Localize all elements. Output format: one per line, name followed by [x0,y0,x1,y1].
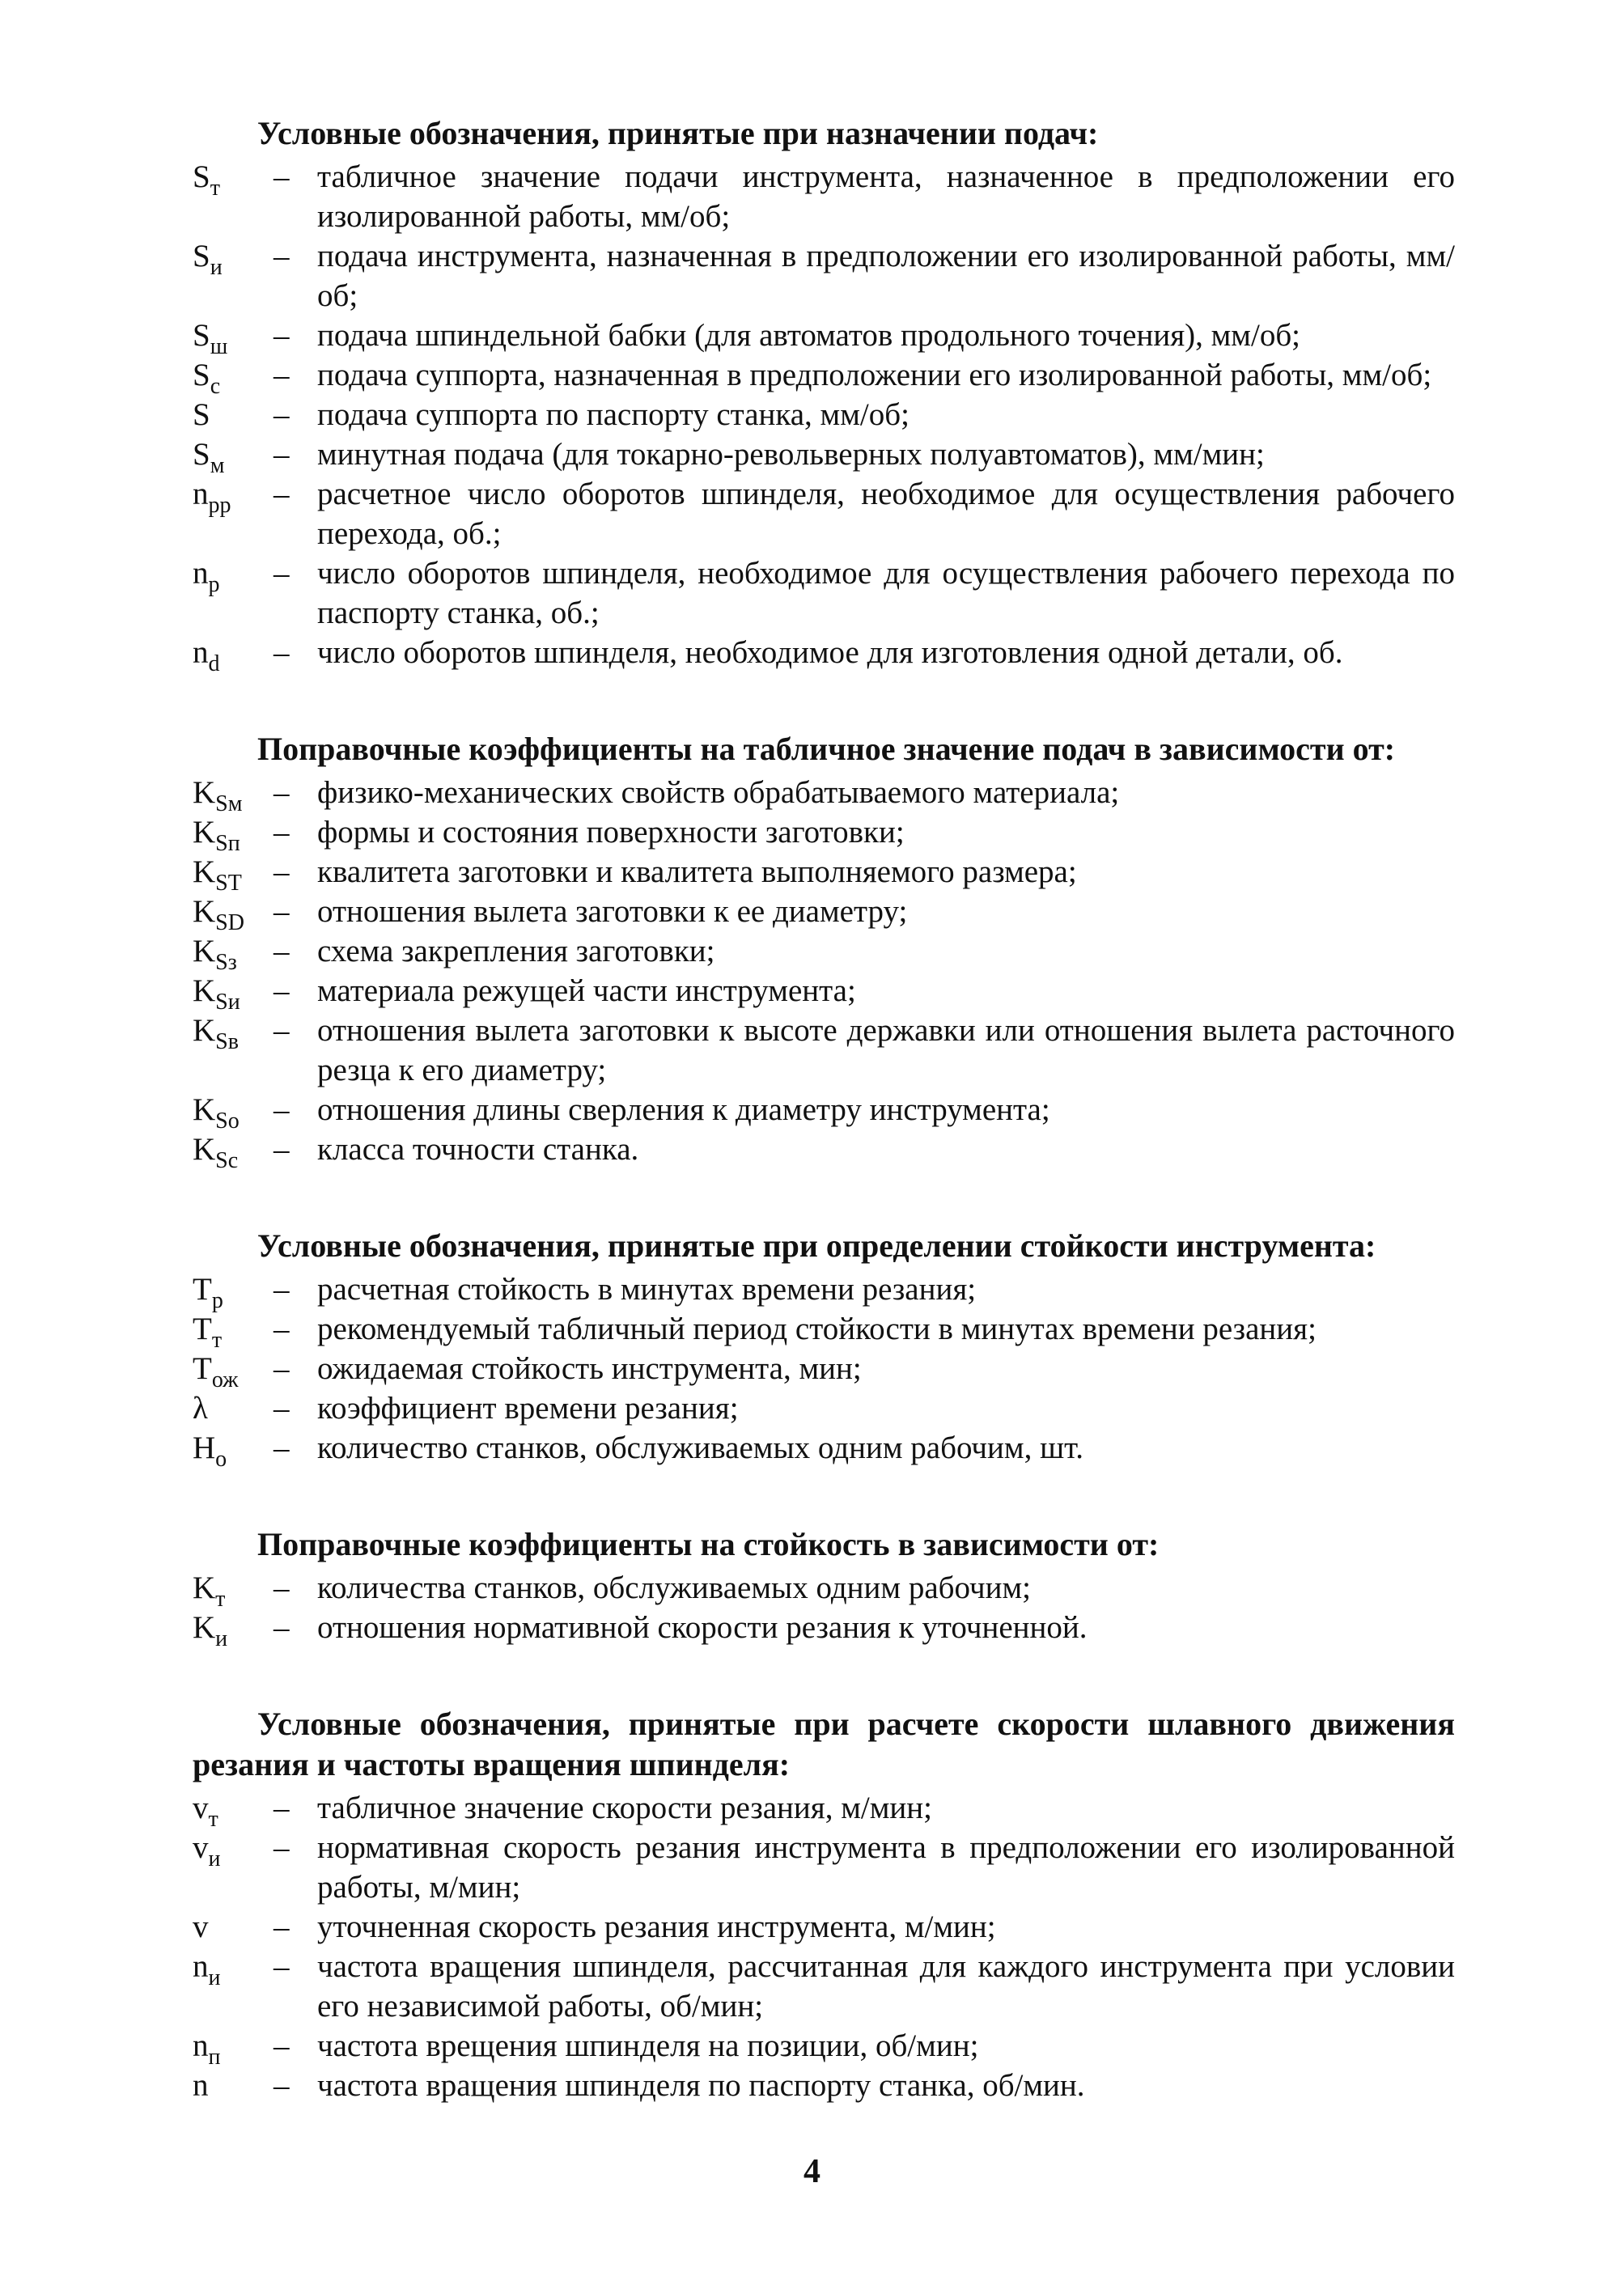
definition-text: коэффициент времени резания; [317,1391,739,1426]
symbol-letter: K [193,934,216,968]
symbol [193,1568,273,1612]
definition-text: подача шпиндельной бабки (для автоматов продольного точения), мм/об; [317,318,1300,353]
symbol [193,1130,273,1173]
dash: – [273,1949,290,1984]
definition-text: табличное значение подачи инструмента, назначенное в предположении его изолированной работы, мм/об; [317,159,1455,234]
dash: – [273,894,290,929]
definition-item [193,892,1455,935]
definition-item [193,395,1455,434]
symbol [193,852,273,896]
definition-text: подача суппорта, назначенная в предположении его изолированной работы, мм/об; [317,358,1432,392]
symbol-letter: K [193,973,216,1008]
dash: – [273,635,290,670]
definition-text: ожидаемая стойкость инструмента, мин; [317,1351,862,1386]
definition-text: класса точности станка. [317,1132,639,1167]
symbol [193,236,273,316]
dash: – [273,2068,290,2103]
section [193,1226,1455,1472]
symbol-letter: K [193,1092,216,1127]
symbol [193,316,273,359]
dash: – [273,318,290,353]
symbol-subscript: Sз [215,950,237,975]
definition-item [193,1428,1455,1472]
definition-item [193,1309,1455,1353]
definition-item [193,316,1455,359]
definition-item [193,931,1455,975]
definition-text: квалитета заготовки и квалитета выполняемого размера; [317,854,1077,889]
definition-text: подача суппорта по паспорту станка, мм/об; [317,397,910,432]
symbol-letter: n [193,477,209,511]
symbol-subscript: о [215,1447,227,1472]
dash: – [273,556,290,591]
symbol-letter: H [193,1430,216,1465]
definition-item [193,2026,1455,2070]
symbol-subscript: So [215,1108,240,1134]
symbol [193,1011,273,1090]
definition-text: материала режущей части инструмента; [317,973,856,1008]
definition-text: подача инструмента, назначенная в предположении его изолированной работы, мм/об; [317,239,1455,313]
definition-item [193,1828,1455,1907]
symbol [193,2066,273,2105]
symbol [193,474,273,553]
section-heading: Условные обозначения, принятые при определении стойкости инструмента: [257,1227,1376,1264]
section-heading: Условные обозначения, принятые при расчете скорости шлавного движения резания и частоты вращения шпинделя: [193,1706,1455,1782]
symbol-letter: λ [193,1391,208,1426]
definition-text: отношения вылета заготовки к ее диаметру; [317,894,908,929]
section-heading: Поправочные коэффициенты на стойкость в зависимости от: [257,1526,1160,1562]
definition-text: отношения вылета заготовки к высоте державки или отношения вылета расточного резца к его диаметру; [317,1013,1455,1087]
definition-item [193,1090,1455,1134]
definition-text: расчетная стойкость в минутах времени резания; [317,1272,977,1307]
dash: – [273,1013,290,1048]
symbol-subscript: d [208,651,220,676]
dash: – [273,1830,290,1865]
definition-item [193,1907,1455,1947]
definition-item [193,236,1455,316]
symbol-subscript: с [210,374,221,399]
definition-item [193,773,1455,816]
symbol-subscript: м [210,453,225,478]
symbol-letter: n [193,2028,209,2063]
symbol-subscript: п [208,2045,221,2070]
definition-item [193,1608,1455,1651]
dash: – [273,1909,290,1944]
definition-item [193,1947,1455,2026]
symbol-letter: K [193,854,216,889]
symbol-letter: T [193,1351,212,1386]
dash: – [273,2028,290,2063]
definition-text: количества станков, обслуживаемых одним рабочим; [317,1570,1031,1605]
dash: – [273,775,290,810]
dash: – [273,358,290,392]
symbol-letter: S [193,358,210,392]
symbol-subscript: т [210,176,220,201]
definition-item [193,355,1455,399]
symbol-letter: K [193,1013,216,1048]
section-heading: Условные обозначения, принятые при назначении подач: [257,115,1099,151]
definition-text: физико-механических свойств обрабатываемого материала; [317,775,1120,810]
dash: – [273,239,290,273]
symbol-subscript: т [215,1587,226,1612]
definition-item [193,1011,1455,1090]
dash: – [273,159,290,194]
section [193,729,1455,1173]
dash: – [273,1092,290,1127]
definition-item [193,434,1455,478]
definition-item [193,553,1455,633]
symbol-subscript: Sи [215,990,240,1015]
definition-item [193,1349,1455,1392]
definition-item [193,971,1455,1015]
definition-text: число оборотов шпинделя, необходимое для осуществления рабочего перехода по паспорту станка, об.; [317,556,1455,630]
definition-item [193,633,1455,676]
definition-item [193,2066,1455,2105]
symbol [193,1608,273,1651]
symbol-subscript: и [208,1965,221,1990]
symbol-subscript: Sп [215,831,240,856]
definition-item [193,474,1455,553]
symbol-subscript: SD [215,910,244,935]
symbol-letter: S [193,239,210,273]
symbol [193,434,273,478]
definition-text: частота врещения шпинделя на позиции, об/мин; [317,2028,979,2063]
symbol-letter: v [193,1909,209,1944]
definition-text: табличное значение скорости резания, м/мин; [317,1791,932,1825]
definition-item [193,812,1455,856]
dash: – [273,437,290,472]
symbol-letter: S [193,318,210,353]
section [193,1704,1455,2105]
definition-item [193,1568,1455,1612]
symbol-subscript: и [210,255,223,280]
symbol-letter: K [193,1132,216,1167]
definition-text: число оборотов шпинделя, необходимое для изготовления одной детали, об. [317,635,1343,670]
symbol [193,1309,273,1353]
definition-text: рекомендуемый табличный период стойкости в минутах времени резания; [317,1312,1317,1346]
section [193,1524,1455,1651]
symbol-subscript: Sc [215,1148,239,1173]
symbol [193,553,273,633]
dash: – [273,973,290,1008]
symbol-letter: n [193,1949,209,1984]
symbol-subscript: т [208,1807,218,1832]
symbol [193,1828,273,1907]
symbol [193,931,273,975]
symbol [193,1947,273,2026]
symbol-subscript: Sм [215,791,243,816]
dash: – [273,1132,290,1167]
symbol-letter: n [193,556,209,591]
dash: – [273,1272,290,1307]
definition-text: частота вращения шпинделя, рассчитанная для каждого инструмента при условии его независимой работы, об/мин; [317,1949,1455,2024]
symbol [193,157,273,236]
definition-item [193,1388,1455,1428]
definition-text: отношения длины сверления к диаметру инструмента; [317,1092,1050,1127]
section-heading: Поправочные коэффициенты на табличное значение подач в зависимости от: [257,731,1396,767]
dash: – [273,1570,290,1605]
symbol-subscript: т [211,1328,223,1353]
definition-text: минутная подача (для токарно-револьверных полуавтоматов), мм/мин; [317,437,1265,472]
symbol [193,1269,273,1313]
dash: – [273,934,290,968]
symbol [193,1349,273,1392]
definition-item [193,1130,1455,1173]
symbol [193,773,273,816]
dash: – [273,1610,290,1645]
dash: – [273,815,290,850]
symbol [193,892,273,935]
symbol-subscript: ож [211,1367,239,1392]
symbol-letter: n [193,2068,209,2103]
symbol-letter: K [193,775,216,810]
dash: – [273,397,290,432]
symbol [193,1090,273,1134]
symbol-letter: K [193,815,216,850]
symbol-subscript: р [208,572,220,597]
definition-text: частота вращения шпинделя по паспорту станка, об/мин. [317,2068,1085,2103]
dash: – [273,854,290,889]
symbol-letter: T [193,1312,212,1346]
document-page [193,113,1455,2162]
symbol [193,1388,273,1428]
symbol [193,1907,273,1947]
definition-item [193,1788,1455,1832]
symbol-subscript: Sв [215,1029,239,1054]
definition-item [193,1269,1455,1313]
definition-text: нормативная скорость резания инструмента в предположении его изолированной работы, м/мин; [317,1830,1455,1905]
dash: – [273,1391,290,1426]
symbol [193,812,273,856]
definition-text: схема закрепления заготовки; [317,934,715,968]
definition-text: количество станков, обслуживаемых одним рабочим, шт. [317,1430,1083,1465]
symbol-letter: v [193,1830,209,1865]
symbol-subscript: р [211,1288,223,1313]
dash: – [273,1791,290,1825]
symbol-letter: S [193,159,210,194]
symbol-letter: S [193,397,210,432]
symbol-letter: S [193,437,210,472]
symbol [193,355,273,399]
symbol [193,1788,273,1832]
symbol-letter: n [193,635,209,670]
page-number: 4 [804,2153,820,2190]
symbol-letter: K [193,1570,216,1605]
symbol [193,633,273,676]
dash: – [273,477,290,511]
symbol [193,1428,273,1472]
symbol-subscript: рр [208,493,231,518]
definition-text: отношения нормативной скорости резания к уточненной. [317,1610,1088,1645]
symbol-subscript: ST [215,871,242,896]
definition-item [193,157,1455,236]
definition-text: уточненная скорость резания инструмента, м/мин; [317,1909,996,1944]
symbol-subscript: и [215,1626,228,1651]
symbol-letter: v [193,1791,209,1825]
dash: – [273,1430,290,1465]
symbol-letter: K [193,1610,216,1645]
definition-text: формы и состояния поверхности заготовки; [317,815,905,850]
symbol [193,2026,273,2070]
definition-text: расчетное число оборотов шпинделя, необходимое для осуществления рабочего перехода, об.; [317,477,1455,551]
dash: – [273,1312,290,1346]
symbol-letter: T [193,1272,212,1307]
symbol-subscript: и [208,1846,221,1871]
section [193,113,1455,676]
dash: – [273,1351,290,1386]
symbol [193,971,273,1015]
definition-item [193,852,1455,896]
symbol-letter: K [193,894,216,929]
symbol [193,395,273,434]
symbol-subscript: ш [210,334,228,359]
